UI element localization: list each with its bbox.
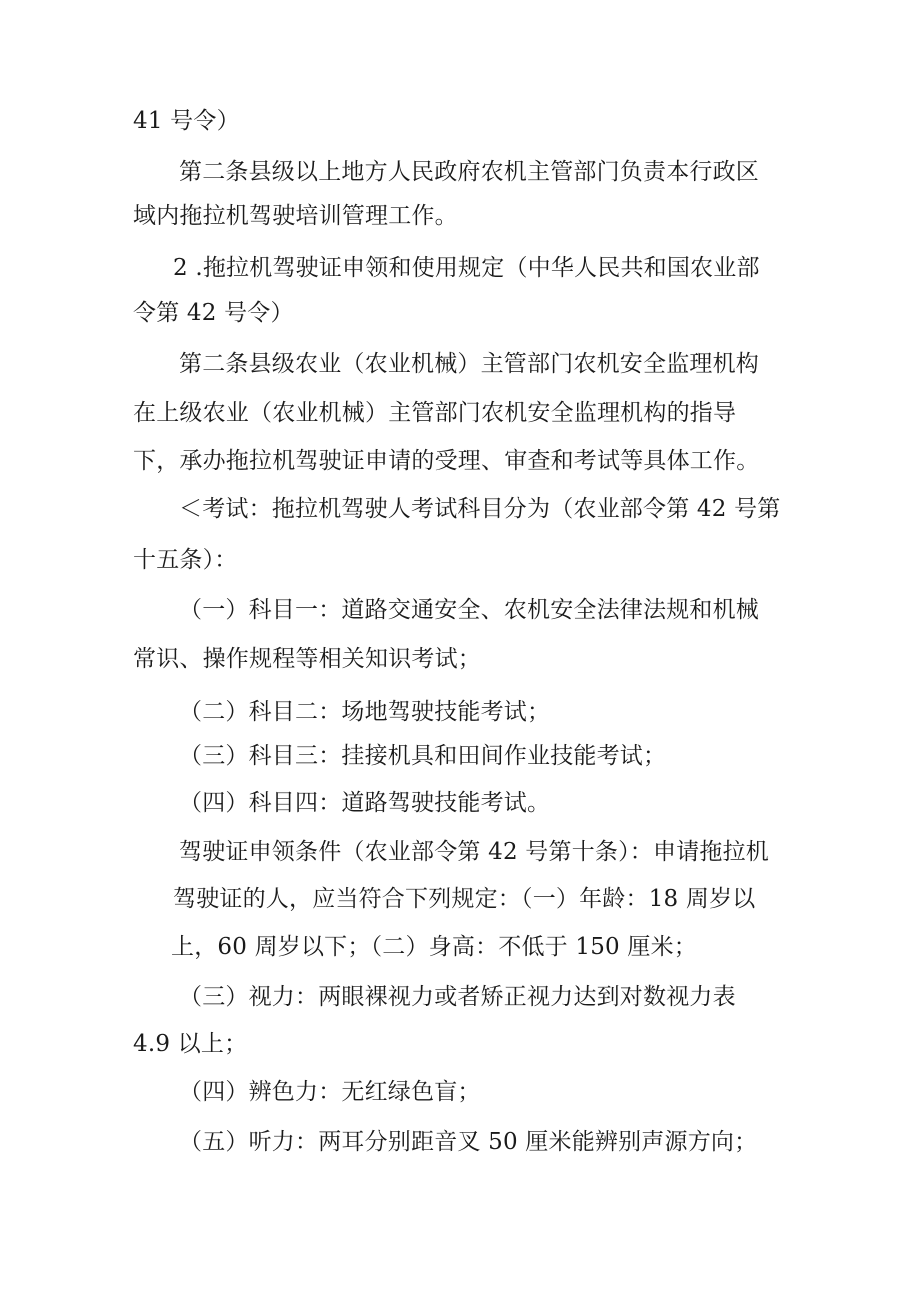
text-line: 第二条县级农业（农业机械）主管部门农机安全监理机构 xyxy=(179,351,759,377)
text-line: 第二条县级以上地方人民政府农机主管部门负责本行政区 xyxy=(179,159,759,185)
text-line: 4.9 以上； xyxy=(133,1031,248,1057)
text-line: （四）科目四：道路驾驶技能考试。 xyxy=(179,790,551,816)
text-line: 域内拖拉机驾驶培训管理工作。 xyxy=(133,203,458,229)
text-line: 上，60 周岁以下；（二）身高：不低于 150 厘米； xyxy=(171,934,697,960)
text-line: （二）科目二：场地驾驶技能考试； xyxy=(179,699,551,725)
text-line: （三）科目三：挂接机具和田间作业技能考试； xyxy=(179,743,667,769)
text-line: （四）辨色力：无红绿色盲； xyxy=(179,1079,481,1105)
text-line: 驾驶证的人，应当符合下列规定：（一）年龄：18 周岁以 xyxy=(173,886,756,912)
text-line: 在上级农业（农业机械）主管部门农机安全监理机构的指导 xyxy=(133,400,737,426)
text-line: 常识、操作规程等相关知识考试； xyxy=(133,646,481,672)
text-line: 下，承办拖拉机驾驶证申请的受理、审查和考试等具体工作。 xyxy=(133,448,760,474)
text-line: 驾驶证申领条件（农业部令第 42 号第十条）：申请拖拉机 xyxy=(179,839,769,865)
text-line: 令第 42 号令） xyxy=(133,300,294,326)
text-line: 十五条）： xyxy=(133,547,238,573)
text-line: ＜考试：拖拉机驾驶人考试科目分为（农业部令第 42 号第 xyxy=(179,496,781,522)
text-line: 2 .拖拉机驾驶证申领和使用规定（中华人民共和国农业部 xyxy=(173,255,760,281)
text-line: （一）科目一：道路交通安全、农机安全法律法规和机械 xyxy=(179,597,759,623)
text-line: （五）听力：两耳分别距音叉 50 厘米能辨别声源方向； xyxy=(179,1129,758,1155)
text-line: 41 号令） xyxy=(133,108,240,134)
text-line: （三）视力：两眼裸视力或者矫正视力达到对数视力表 xyxy=(179,984,736,1010)
